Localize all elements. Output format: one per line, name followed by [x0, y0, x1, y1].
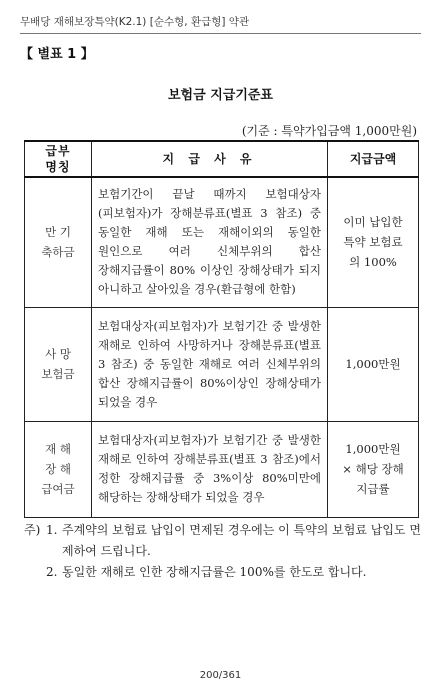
amount-line: 1,000만원 [345, 442, 401, 456]
amount-line: 의 100% [349, 255, 397, 270]
amount-cell [328, 421, 419, 517]
header-amount: 지급금액 [328, 141, 419, 177]
amount-line: × 해당 장해 [342, 462, 404, 476]
footnote-item [24, 520, 424, 562]
attachment-label: 【 별표 1 】 [20, 47, 94, 62]
header-reason: 지 급 사 유 [92, 141, 328, 177]
benefit-name-line: 급여금 [41, 482, 75, 496]
header-divider [20, 33, 421, 34]
reason-cell: 보험대상자(피보험자)가 보험기간 중 발생한 재해로 인하여 사망하거나 장해분류표(별표 3 참조) 중 동일한 재해로 여러 신체부위의 합산 장해지급률이 80%이상인 장해상태가 되었을 경우 [92, 307, 328, 421]
header-benefit-name-line1: 급부 [45, 144, 71, 158]
footnotes [24, 520, 424, 583]
document-title: 보험금 지급기준표 [168, 88, 273, 103]
header-benefit-name [25, 141, 92, 177]
footnote-number: 1. [46, 523, 58, 537]
footnote-text: 동일한 재해로 인한 장해지급률은 100%를 한도로 합니다. [62, 565, 367, 579]
benefit-name-line: 사 망 [45, 347, 71, 361]
reason-cell: 보험기간이 끝날 때까지 보험대상자(피보험자)가 장해분류표(별표 3 참조) 중 동일한 재해 또는 재해이외의 동일한 원인으로 여러 신체부위의 합산 장해지급률이 80% 이상인 장해상태가 되지 아니하고 살아있을 경우(환급형에 한함) [92, 177, 328, 307]
benefit-name-line: 만 기 [45, 225, 71, 240]
amount-cell [328, 177, 419, 307]
table-row [25, 421, 419, 517]
benefit-name-cell [25, 307, 92, 421]
amount-line: 이미 납입한 [343, 215, 403, 230]
benefit-name-line: 축하금 [41, 245, 75, 260]
footnote-item [24, 562, 424, 583]
amount-line: 지급률 [356, 482, 390, 496]
table-row [25, 307, 419, 421]
benefit-name-cell [25, 177, 92, 307]
footnote-prefix-spacer [24, 562, 46, 583]
benefit-name-line: 재 해 [45, 442, 71, 456]
amount-cell [328, 307, 419, 421]
footnote-prefix: 주) [24, 523, 41, 537]
amount-line: 1,000만원 [345, 357, 401, 371]
header-benefit-name-line2: 명칭 [45, 160, 71, 174]
amount-line: 특약 보험료 [343, 235, 403, 250]
table-row [25, 177, 419, 307]
benefit-name-line: 보험금 [41, 367, 75, 381]
table-header-row [25, 141, 419, 177]
benefit-name-cell [25, 421, 92, 517]
reason-cell: 보험대상자(피보험자)가 보험기간 중 발생한 재해로 인하여 장해분류표(별표 3 참조)에서 정한 장해지급률 중 3%이상 80%미만에 해당하는 장해상태가 되었을 경우 [92, 421, 328, 517]
basis-note: (기준 : 특약가입금액 1,000만원) [241, 124, 417, 138]
page-header: 무배당 재해보장특약(K2.1) [순수형, 환급형] 약관 [20, 16, 250, 28]
footnote-text: 주계약의 보험료 납입이 면제된 경우에는 이 특약의 보험료 납입도 면제하여 드립니다. [62, 523, 421, 558]
footnote-number: 2. [46, 565, 58, 579]
benefit-name-line: 장 해 [45, 462, 71, 476]
page-number: 200/361 [199, 670, 242, 681]
benefit-table [24, 140, 419, 518]
